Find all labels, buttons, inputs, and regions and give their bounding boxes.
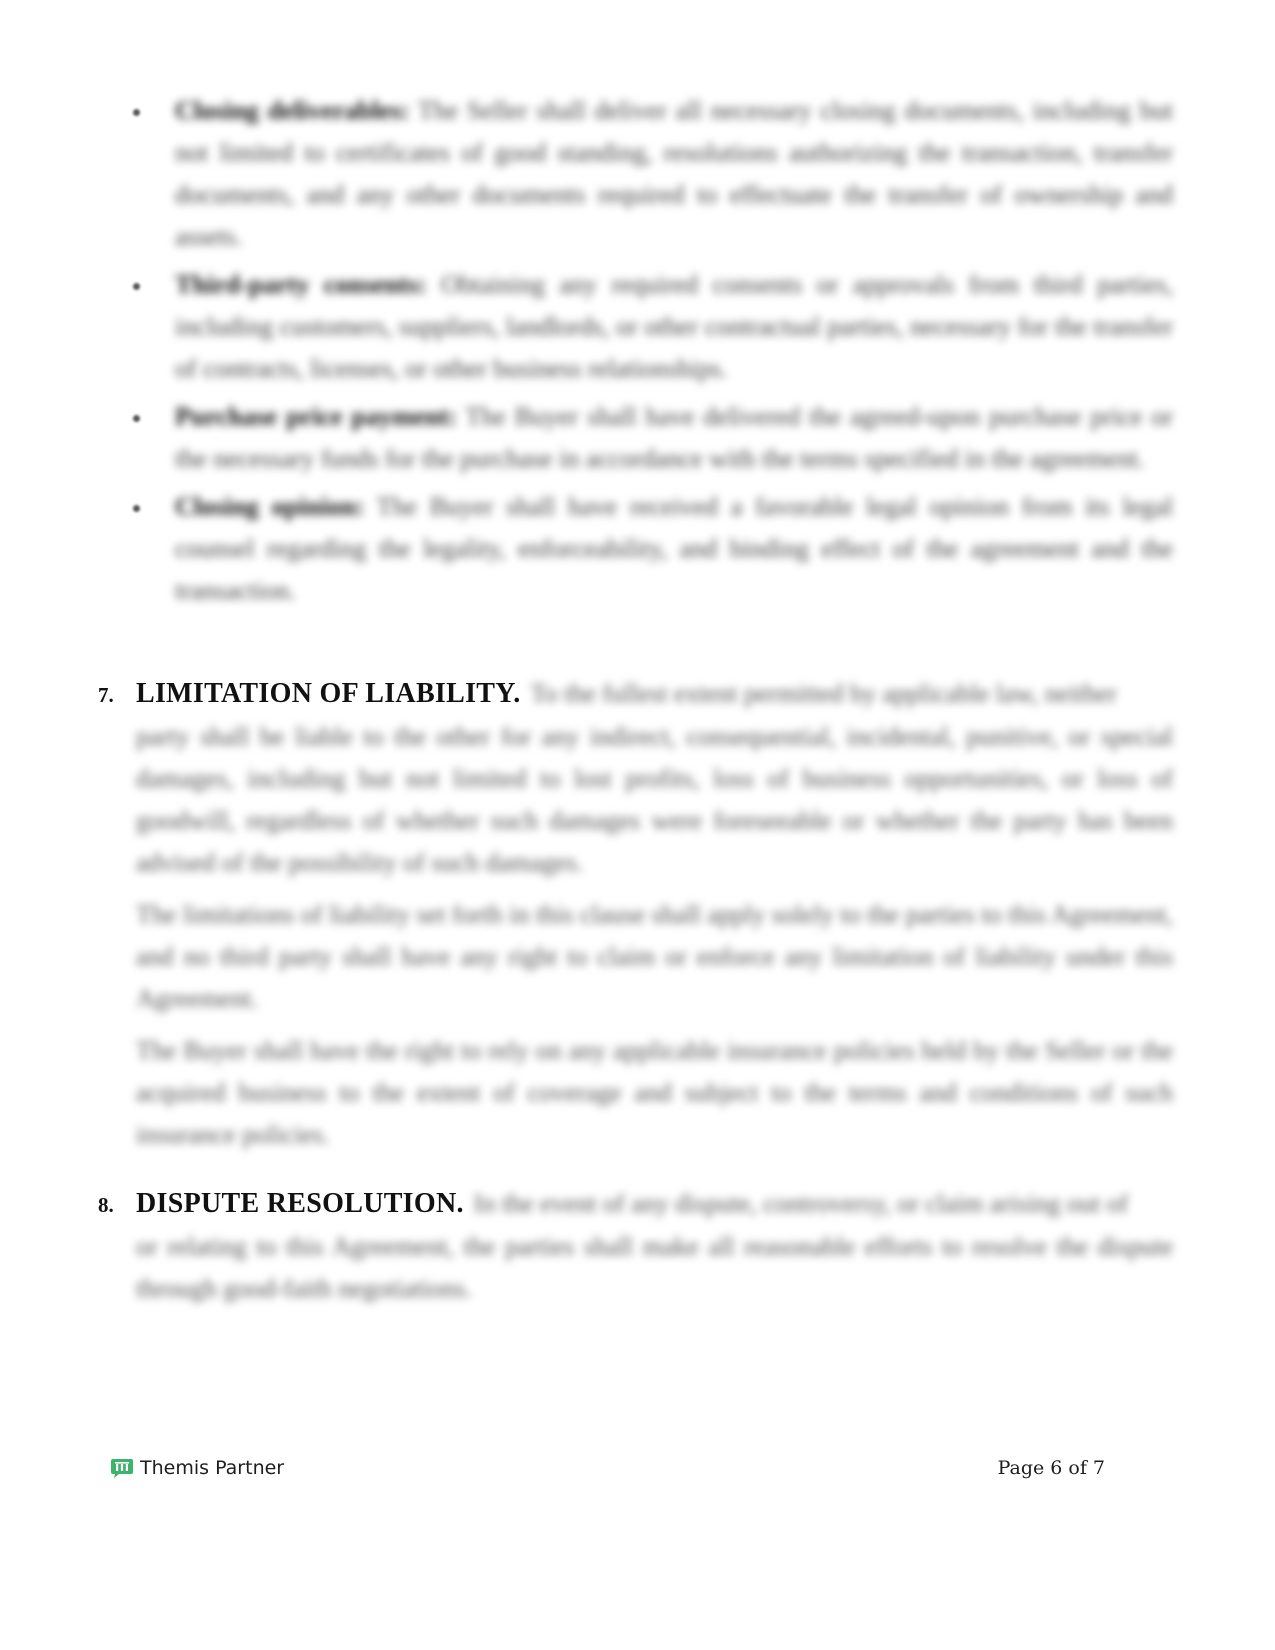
list-item-text: The Buyer shall have delivered the agreed-upon purchase price or the necessary funds for the purchase in accordance with the terms specified in the agreement. bbox=[175, 402, 1174, 473]
section-body bbox=[98, 716, 1173, 1156]
list-item-text: The Buyer shall have received a favorable legal opinion from its legal counsel regarding the legality, enforceability, and binding effect of the agreement and the transaction. bbox=[175, 492, 1173, 605]
list-item-content bbox=[175, 402, 1173, 473]
page-footer bbox=[110, 1452, 1110, 1484]
section-lead-text: To the fullest extent permitted by applicable law, neither bbox=[530, 679, 1117, 708]
list-item bbox=[133, 264, 1173, 390]
list-item-term: Closing opinion: bbox=[175, 492, 365, 521]
brand-name: Themis Partner bbox=[140, 1457, 285, 1479]
bullet-icon bbox=[133, 415, 140, 422]
list-item bbox=[133, 486, 1173, 612]
closing-conditions-list bbox=[133, 90, 1173, 618]
section-dispute-resolution bbox=[98, 1183, 1173, 1320]
section-lead-text: In the event of any dispute, controversy, or claim arising out of bbox=[473, 1189, 1129, 1218]
paragraph: The Buyer shall have the right to rely on any applicable insurance policies held by the Seller or the acquired business to the extent of coverage and subject to the terms and conditions of such insurance policies. bbox=[136, 1036, 1173, 1149]
list-item-content bbox=[175, 270, 1173, 383]
bullet-icon bbox=[133, 109, 140, 116]
themis-partner-logo-icon bbox=[110, 1457, 134, 1479]
list-item-content bbox=[175, 492, 1173, 605]
bullet-icon bbox=[133, 283, 140, 290]
section-heading bbox=[98, 1183, 1173, 1226]
section-body bbox=[98, 1226, 1173, 1310]
section-heading bbox=[98, 673, 1173, 716]
section-title: LIMITATION OF LIABILITY. bbox=[136, 678, 521, 709]
section-title: DISPUTE RESOLUTION. bbox=[136, 1188, 464, 1219]
list-item bbox=[133, 396, 1173, 480]
section-number: 8. bbox=[98, 1193, 114, 1217]
list-item-content bbox=[175, 96, 1173, 251]
list-item-term: Closing deliverables: bbox=[175, 96, 410, 125]
section-number: 7. bbox=[98, 683, 114, 707]
brand[interactable] bbox=[110, 1457, 284, 1479]
paragraph: or relating to this Agreement, the parties shall make all reasonable efforts to resolve the dispute through good-faith negotiations. bbox=[136, 1232, 1173, 1303]
list-item bbox=[133, 90, 1173, 258]
bullet-icon bbox=[133, 505, 140, 512]
list-item-text: The Seller shall deliver all necessary closing documents, including but not limited to certificates of good standing, resolutions authorizing the transaction, transfer documents, and any other documents required to effectuate the transfer of ownership and assets. bbox=[175, 96, 1173, 251]
list-item-term: Purchase price payment: bbox=[175, 402, 457, 431]
list-item-term: Third-party consents: bbox=[175, 270, 427, 299]
paragraph: party shall be liable to the other for any indirect, consequential, incidental, punitive, or special damages, including but not limited to lost profits, loss of business opportunities, or loss of goodwill, regardless of whether such damages were foreseeable or whether the party has been advised of the possibility of such damages. bbox=[136, 722, 1173, 877]
paragraph: The limitations of liability set forth in this clause shall apply solely to the parties to this Agreement, and no third party shall have any right to claim or enforce any limitation of liability under this Agreement. bbox=[136, 900, 1173, 1013]
section-limitation-of-liability bbox=[98, 673, 1173, 1166]
list-item-text: Obtaining any required consents or approvals from third parties, including customers, suppliers, landlords, or other contractual parties, necessary for the transfer of contracts, licenses, or other business relationships. bbox=[175, 270, 1174, 383]
page-number: Page 6 of 7 bbox=[997, 1457, 1105, 1479]
